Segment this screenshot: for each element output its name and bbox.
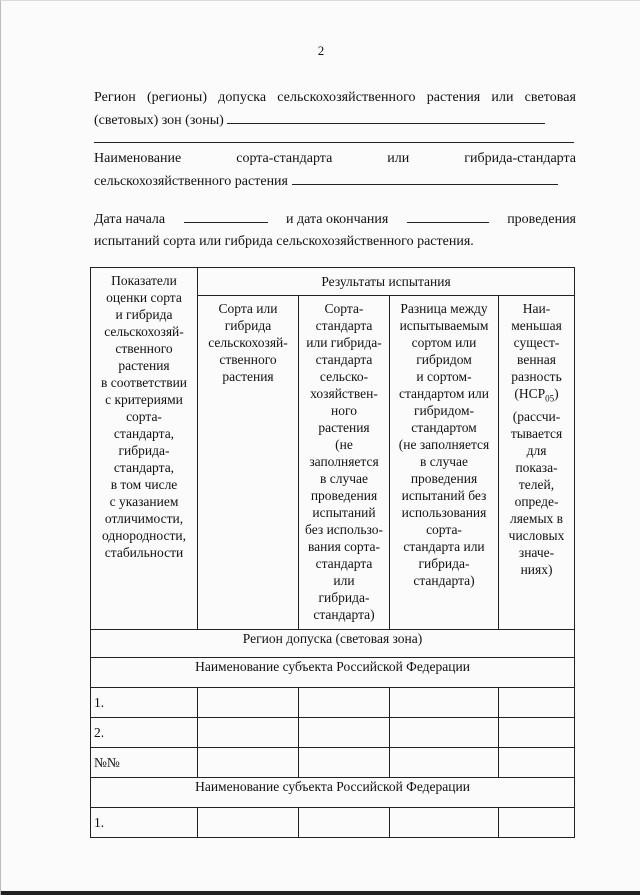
region-line-1: Регион (регионы) допуска сельскохозяйственного растения или световая	[94, 90, 576, 105]
results-header-cell	[198, 268, 575, 296]
indicators-header-line: и гибрида	[115, 307, 173, 322]
standard-word-1: Наименование	[94, 151, 182, 166]
dates-end-label: и дата окончания	[286, 212, 389, 227]
difference-column-header-line: сорта-	[426, 522, 462, 537]
region-line-2	[94, 109, 576, 132]
standard-column-header-line: гибрида-	[318, 590, 370, 605]
difference-column-header-line: стандартом или	[398, 386, 490, 401]
indicators-header-line: гибрида-	[118, 443, 170, 458]
table-cell[interactable]	[499, 688, 575, 718]
lsd-column-header	[499, 296, 575, 630]
indicators-header-line: в соответствии	[100, 375, 188, 390]
row-number: №№	[91, 748, 198, 778]
lsd-column-header-line: венная	[517, 352, 556, 367]
indicators-header-line: стандарта,	[113, 460, 175, 475]
table-cell[interactable]	[299, 718, 390, 748]
region-paragraph	[94, 87, 576, 132]
standard-line-1	[94, 148, 576, 170]
standard-word-4: гибрида-стандарта	[464, 151, 576, 166]
lsd-column-header-line: меньшая	[511, 318, 562, 333]
row-number: 2.	[91, 718, 198, 748]
difference-column-header-line: и сортом-	[416, 369, 472, 384]
table-cell[interactable]	[390, 808, 499, 838]
variety-column-header	[198, 296, 299, 630]
difference-column-header-line: использования	[401, 505, 487, 520]
difference-column-header-line: сортом или	[411, 335, 477, 350]
table-cell[interactable]	[390, 718, 499, 748]
indicators-header-line: в том числе	[110, 477, 178, 492]
lsd-column-header-line: разность	[511, 369, 562, 384]
indicators-header-line: ственного	[115, 341, 173, 356]
indicators-header-line: растения	[118, 358, 170, 373]
indicators-header-line: стабильности	[104, 545, 184, 560]
difference-column-header-line: (не заполняется	[398, 437, 490, 452]
table-row	[91, 748, 575, 778]
indicators-header-line: однородности,	[102, 528, 186, 543]
lsd-column-header-line: ляемых в	[509, 510, 564, 526]
table-row	[91, 688, 575, 718]
difference-column-header	[390, 296, 499, 630]
lsd-column-header-line: сущест-	[513, 335, 560, 350]
page-number: 2	[317, 43, 325, 58]
standard-column-header-line: ного	[331, 403, 357, 418]
standard-column-header-line: Сорта-	[324, 301, 364, 316]
variety-column-header-line: гибрида	[224, 318, 272, 333]
variety-column-header-line: ственного	[219, 352, 277, 367]
region-extra-line[interactable]	[94, 142, 574, 143]
lsd-column-header-line: ниях)	[520, 561, 553, 577]
standard-column-header-line: заполняется	[309, 454, 379, 469]
difference-column-header-line: в случае	[419, 454, 468, 469]
start-date-fill-line[interactable]	[184, 208, 268, 223]
lsd-column-header-line: опреде-	[514, 493, 559, 509]
subject-row-2-cell: Наименование субъекта Российской Федерации	[91, 778, 575, 808]
standard-word-2: сорта-стандарта	[236, 151, 333, 166]
lsd-column-header-line: значе-	[518, 544, 555, 560]
table-cell[interactable]	[198, 808, 299, 838]
indicators-header-text	[91, 272, 197, 561]
table-cell[interactable]	[390, 688, 499, 718]
variety-column-header-line: сельскохозяй-	[208, 335, 288, 350]
indicators-header-line: стандарта,	[113, 426, 175, 441]
table-row	[91, 808, 575, 838]
lsd-column-header-line: числовых	[508, 527, 565, 543]
subject-row-1-cell: Наименование субъекта Российской Федерации	[91, 658, 575, 688]
region-line-2-prefix: (световых) зон (зоны)	[94, 113, 224, 128]
standard-line-2	[94, 170, 576, 193]
standard-column-header	[299, 296, 390, 630]
table-cell[interactable]	[499, 748, 575, 778]
table-cell[interactable]	[299, 748, 390, 778]
indicators-header-line: сельскохозяй-	[104, 324, 184, 339]
variety-column-header-line: растения	[222, 369, 274, 384]
results-header-text: Результаты испытания	[321, 274, 451, 289]
standard-column-header-line: испытаний	[312, 505, 376, 520]
standard-column-header-line: растения	[318, 420, 370, 435]
results-table	[90, 267, 575, 838]
row-number: 1.	[91, 688, 198, 718]
dates-start-label: Дата начала	[94, 212, 166, 227]
standard-line-2-prefix: сельскохозяйственного растения	[94, 174, 288, 189]
standard-column-header-line: стандарта	[315, 556, 373, 571]
lsd-column-header-line: показа-	[515, 459, 558, 475]
standard-column-header-line: или гибрида-	[306, 335, 382, 350]
lsd-column-header-line: тывается	[510, 425, 563, 441]
difference-column-header-line: проведения	[410, 471, 478, 486]
standard-column-header-line: в случае	[319, 471, 368, 486]
difference-column-header-line: стандарта или	[403, 539, 485, 554]
dates-line-1	[94, 208, 576, 231]
difference-column-header-line: испытываемым	[399, 318, 489, 333]
difference-column-header-line: испытаний без	[401, 488, 487, 503]
lsd-column-header-line: (рассчи-	[512, 408, 561, 424]
indicators-header-line: с критериями	[105, 392, 183, 407]
difference-column-header-line: гибрида-	[418, 556, 470, 571]
difference-column-header-line: гибридом-	[413, 403, 474, 418]
region-row	[91, 630, 575, 658]
lsd-hsr-label: $(НСР_{05})$	[514, 386, 559, 404]
table-cell[interactable]	[390, 748, 499, 778]
end-date-fill-line[interactable]	[407, 208, 489, 223]
standard-fill-line[interactable]	[292, 170, 558, 185]
table-cell[interactable]	[198, 748, 299, 778]
indicators-header-cell	[91, 268, 198, 630]
table-cell[interactable]	[198, 718, 299, 748]
standard-column-header-line: стандарта)	[313, 607, 375, 622]
subject-row-2	[91, 778, 575, 808]
region-fill-line[interactable]	[227, 109, 545, 124]
difference-column-header-line: стандарта)	[413, 573, 475, 588]
standard-word-3: или	[387, 151, 410, 166]
row-number: 1.	[91, 808, 198, 838]
indicators-header-line: отличимости,	[104, 511, 184, 526]
standard-column-header-line: без использо-	[305, 522, 383, 537]
indicators-header-line: с указанием	[109, 494, 179, 509]
table-cell[interactable]	[299, 688, 390, 718]
table-cell[interactable]	[299, 808, 390, 838]
lsd-column-header-line: телей,	[518, 476, 555, 492]
difference-column-header-line: Разница между	[400, 301, 488, 316]
indicators-header-line: оценки сорта	[106, 290, 182, 305]
table-cell[interactable]	[198, 688, 299, 718]
standard-column-header-line: хозяйствен-	[310, 386, 378, 401]
table-cell[interactable]	[499, 718, 575, 748]
table-cell[interactable]	[499, 808, 575, 838]
standard-column-header-line: проведения	[310, 488, 378, 503]
table-header-row-1	[91, 268, 575, 296]
standard-column-header-line: стандарта	[315, 318, 373, 333]
lsd-column-header-line: Наи-	[522, 301, 551, 316]
standard-column-header-line: или	[333, 573, 355, 588]
difference-column-header-line: гибридом	[416, 352, 472, 367]
region-row-cell: Регион допуска (световая зона)	[91, 630, 575, 658]
lsd-column-header-line: для	[526, 442, 547, 458]
indicators-header-line: Показатели	[111, 273, 177, 288]
table-row	[91, 718, 575, 748]
dates-line-2: испытаний сорта или гибрида сельскохозяйственного растения.	[94, 234, 474, 249]
page-bottom-edge	[1, 891, 640, 895]
standard-paragraph	[94, 148, 576, 193]
standard-column-header-line: сельско-	[319, 369, 369, 384]
difference-column-header-line: стандартом	[411, 420, 477, 435]
standard-column-header-line: вания сорта-	[307, 539, 381, 554]
dates-conduct-label: проведения	[507, 212, 576, 227]
dates-paragraph	[94, 208, 576, 253]
standard-column-header-line: стандарта	[315, 352, 373, 367]
subject-row-1	[91, 658, 575, 688]
standard-column-header-line: (не	[335, 437, 353, 452]
indicators-header-line: сорта-	[126, 409, 162, 424]
variety-column-header-line: Сорта или	[218, 301, 278, 316]
